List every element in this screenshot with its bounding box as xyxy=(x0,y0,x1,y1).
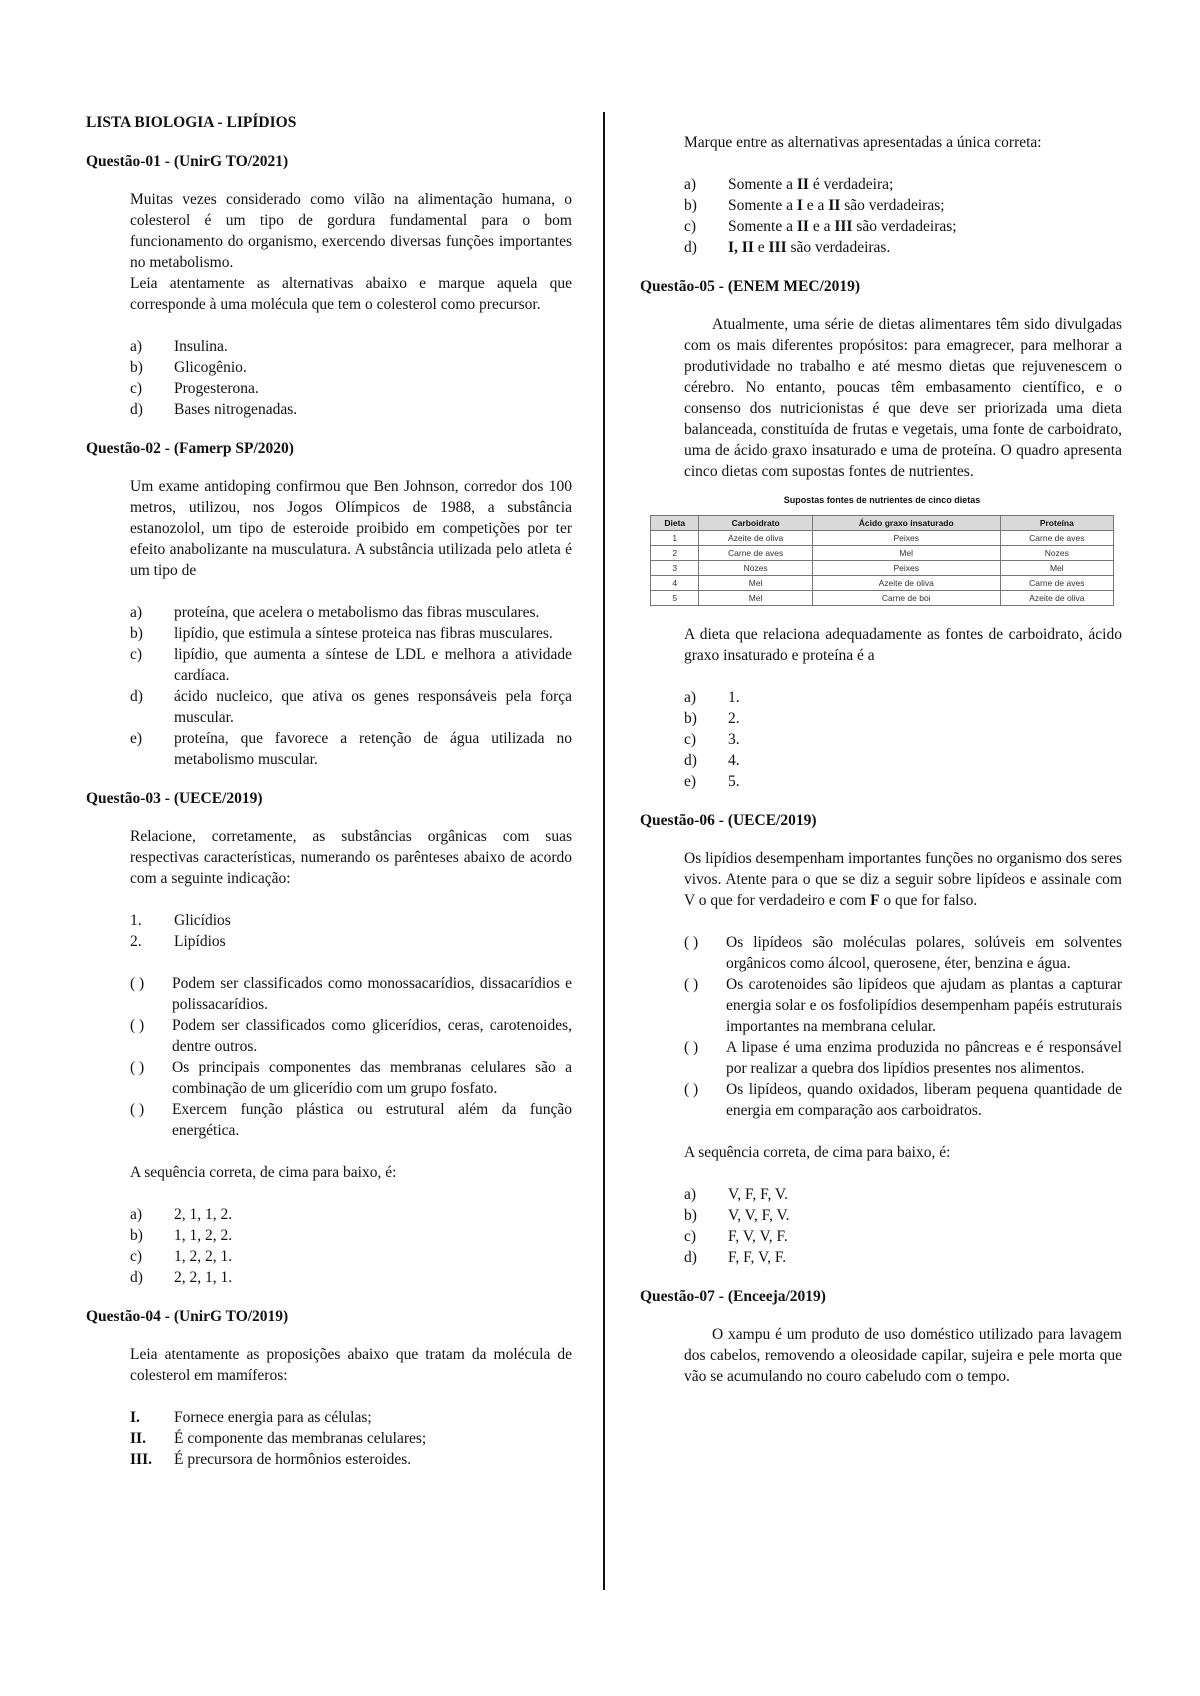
nutrient-table-grid xyxy=(650,515,1114,606)
question-04-text: Leia atentamente as proposições abaixo que tratam da molécula de colesterol em mamíferos: xyxy=(130,1346,572,1384)
option-b[interactable]: b) Glicogênio. xyxy=(130,359,247,376)
proposition-item: II. É componente das membranas celulares; xyxy=(130,1430,427,1447)
option-c[interactable]: c) Somente a II e a III são verdadeiras; xyxy=(684,218,957,235)
question-01-options xyxy=(130,336,572,420)
table-header: Carboidrato xyxy=(699,516,812,531)
question-03-key xyxy=(130,910,572,952)
option-b[interactable]: b) 1, 1, 2, 2. xyxy=(130,1227,233,1244)
question-05-prompt: A dieta que relaciona adequadamente as fontes de carboidrato, ácido graxo insaturado e proteína é a xyxy=(684,626,1122,664)
question-02-title: Questão-02 - (Famerp SP/2020) xyxy=(86,440,294,457)
statement-item[interactable]: ( ) Os lipídeos, quando oxidados, liberam pequena quantidade de energia em comparação aos carboidratos. xyxy=(684,1081,1122,1119)
option-c[interactable]: c) Progesterona. xyxy=(130,380,259,397)
option-d[interactable]: d) I, II e III são verdadeiras. xyxy=(684,239,891,256)
statement-item[interactable]: ( ) Os lipídeos são moléculas polares, solúveis em solventes orgânicos como álcool, querosene, éter, benzina e água. xyxy=(684,934,1122,972)
question-05-body xyxy=(664,314,1122,792)
nutrient-table-title: Supostas fontes de nutrientes de cinco dietas xyxy=(783,495,981,505)
statement-item[interactable]: ( ) A lipase é uma enzima produzida no pâncreas e é responsável por realizar a quebra dos lipídios presentes nos alimentos. xyxy=(684,1039,1122,1077)
option-b[interactable]: b) V, V, F, V. xyxy=(684,1207,790,1224)
question-03-text: Relacione, corretamente, as substâncias orgânicas com suas respectivas características, numerando os parênteses abaixo de acordo com a seguinte indicação: xyxy=(130,828,572,887)
question-01-text: Muitas vezes considerado como vilão na alimentação humana, o colesterol é um tipo de gordura fundamental para o bom funcionamento do organismo, exercendo diversas funções importantes no metabolismo. xyxy=(130,191,572,271)
question-06-statements xyxy=(684,932,1122,1121)
question-07-text: O xampu é um produto de uso doméstico utilizado para lavagem dos cabelos, removendo a oleosidade capilar, sujeira e pele morta que vão se acumulando no couro cabeludo com o tempo. xyxy=(684,1326,1122,1385)
option-e[interactable]: e) 5. xyxy=(684,773,740,790)
question-07-body xyxy=(684,1324,1122,1387)
statement-item[interactable]: ( ) Os principais componentes das membranas celulares são a combinação de um glicerídio com um grupo fosfato. xyxy=(130,1059,572,1097)
question-05-title: Questão-05 - (ENEM MEC/2019) xyxy=(640,278,860,295)
option-a[interactable]: a) V, F, F, V. xyxy=(684,1186,788,1203)
option-a[interactable]: a) Somente a II é verdadeira; xyxy=(684,176,894,193)
question-04-body xyxy=(130,1344,572,1470)
option-d[interactable]: d) 4. xyxy=(684,752,740,769)
question-03-options xyxy=(130,1204,572,1288)
question-06-options xyxy=(684,1184,1122,1268)
option-d[interactable]: d) Bases nitrogenadas. xyxy=(130,401,298,418)
question-06-prompt: A sequência correta, de cima para baixo, é: xyxy=(684,1144,951,1161)
option-a[interactable]: a) 1. xyxy=(684,689,740,706)
option-b[interactable]: b) 2. xyxy=(684,710,740,727)
option-d[interactable]: d) F, F, V, F. xyxy=(684,1249,787,1266)
option-d[interactable]: d) ácido nucleico, que ativa os genes responsáveis pela força muscular. xyxy=(130,688,572,726)
table-row: 2 Carne de aves Mel Nozes xyxy=(651,546,1114,561)
table-header: Ácido graxo insaturado xyxy=(812,516,1000,531)
question-04-title: Questão-04 - (UnirG TO/2019) xyxy=(86,1308,289,1325)
question-06-text: Os lipídios desempenham importantes funções no organismo dos seres vivos. Atente para o que se diz a seguir sobre lipídeos e assinale com V o que for verdadeiro e com F o que for falso. xyxy=(684,850,1122,909)
question-01-instruction: Leia atentamente as alternativas abaixo e marque aquela que corresponde à uma molécula que tem o colesterol como precursor. xyxy=(130,275,572,313)
key-item: 1. Glicídios xyxy=(130,912,231,929)
question-05-text: Atualmente, uma série de dietas alimentares têm sido divulgadas com os mais diferentes propósitos: para emagrecer, para melhorar a produtividade no trabalho e até mesmo dietas que rejuvenescem o cérebro. No entanto, poucas têm embasamento científico, e o consenso dos nutricionistas é que deve ser priorizada uma dieta balanceada, constituída de frutas e vegetais, uma fonte de carboidrato, uma de ácido graxo insaturado e uma de proteína. O quadro apresenta cinco dietas com supostas fontes de nutrientes. xyxy=(684,316,1122,480)
document-title: LISTA BIOLOGIA - LIPÍDIOS xyxy=(86,114,297,131)
question-03-title: Questão-03 - (UECE/2019) xyxy=(86,790,263,807)
option-a[interactable]: a) 2, 1, 1, 2. xyxy=(130,1206,233,1223)
statement-item[interactable]: ( ) Podem ser classificados como monossacarídios, dissacarídios e polissacarídios. xyxy=(130,975,572,1013)
option-b[interactable]: b) lipídio, que estimula a síntese proteica nas fibras musculares. xyxy=(130,625,553,642)
question-01-body xyxy=(130,189,572,420)
question-04-continued xyxy=(684,132,1122,258)
question-07-title: Questão-07 - (Enceeja/2019) xyxy=(640,1288,826,1305)
left-column xyxy=(86,112,572,1470)
option-a[interactable]: a) Insulina. xyxy=(130,338,228,355)
question-04-propositions xyxy=(130,1407,572,1470)
question-03-prompt: A sequência correta, de cima para baixo, é: xyxy=(130,1164,397,1181)
option-c[interactable]: c) 1, 2, 2, 1. xyxy=(130,1248,233,1265)
table-row: 5 Mel Carne de boi Azeite de oliva xyxy=(651,591,1114,606)
question-04-options xyxy=(684,174,1122,258)
column-divider xyxy=(603,112,605,1590)
key-item: 2. Lipídios xyxy=(130,933,226,950)
option-d[interactable]: d) 2, 2, 1, 1. xyxy=(130,1269,233,1286)
table-header: Dieta xyxy=(651,516,699,531)
table-header: Proteína xyxy=(1000,516,1113,531)
question-02-options xyxy=(130,602,572,770)
question-02-text: Um exame antidoping confirmou que Ben Johnson, corredor dos 100 metros, utilizou, nos Jogos Olímpicos de 1988, a substância estanozolol, um tipo de esteroide proibido em competições por ter efeito anabolizante na musculatura. A substância utilizada pelo atleta é um tipo de xyxy=(130,478,572,579)
proposition-item: I. Fornece energia para as células; xyxy=(130,1409,372,1426)
question-06-title: Questão-06 - (UECE/2019) xyxy=(640,812,817,829)
question-03-body xyxy=(130,826,572,1288)
table-row: 3 Nozes Peixes Mel xyxy=(651,561,1114,576)
option-c[interactable]: c) 3. xyxy=(684,731,740,748)
question-03-statements xyxy=(130,973,572,1141)
question-05-options xyxy=(684,687,1122,792)
option-c[interactable]: c) F, V, V, F. xyxy=(684,1228,788,1245)
option-c[interactable]: c) lipídio, que aumenta a síntese de LDL e melhora a atividade cardíaca. xyxy=(130,646,572,684)
option-e[interactable]: e) proteína, que favorece a retenção de água utilizada no metabolismo muscular. xyxy=(130,730,572,768)
option-a[interactable]: a) proteína, que acelera o metabolismo das fibras musculares. xyxy=(130,604,540,621)
question-02-body xyxy=(130,476,572,770)
statement-item[interactable]: ( ) Exercem função plástica ou estrutural além da função energética. xyxy=(130,1101,572,1139)
table-row: 4 Mel Azeite de oliva Carne de aves xyxy=(651,576,1114,591)
proposition-item: III. É precursora de hormônios esteroides. xyxy=(130,1451,412,1468)
right-column xyxy=(640,132,1122,1387)
question-04-prompt: Marque entre as alternativas apresentadas a única correta: xyxy=(684,134,1042,151)
nutrient-table xyxy=(650,490,1114,606)
question-06-body xyxy=(684,848,1122,1268)
question-01-title: Questão-01 - (UnirG TO/2021) xyxy=(86,153,289,170)
table-row: 1 Azeite de oliva Peixes Carne de aves xyxy=(651,531,1114,546)
statement-item[interactable]: ( ) Os carotenoides são lipídeos que ajudam as plantas a capturar energia solar e os fosfolipídios desempenham papéis estruturais importantes na membrana celular. xyxy=(684,976,1122,1035)
option-b[interactable]: b) Somente a I e a II são verdadeiras; xyxy=(684,197,945,214)
statement-item[interactable]: ( ) Podem ser classificados como glicerídios, ceras, carotenoides, dentre outros. xyxy=(130,1017,572,1055)
